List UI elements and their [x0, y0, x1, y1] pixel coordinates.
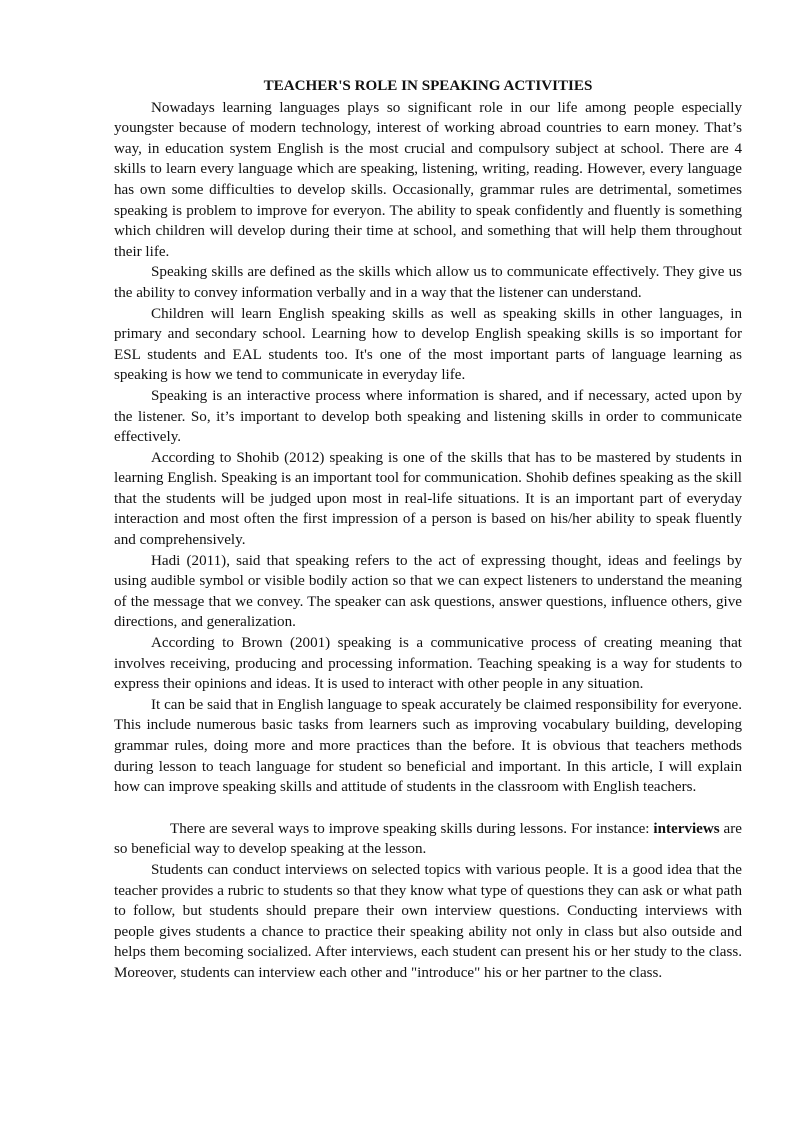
ways-text-before: There are several ways to improve speaking skills during lessons. For instance:	[170, 820, 654, 837]
paragraph-interviews: Students can conduct interviews on selected topics with various people. It is a good idea that the teacher provides a rubric to students so that they know what type of questions they can ask or what path to follow, but students should prepare their own interview questions. Conducting interviews with people gives students a chance to practice their speaking ability not only in class but also outside and helps them becoming socialized. After interviews, each student can present his or her study to the class. Moreover, students can interview each other and "introduce" his or her partner to the class.	[114, 861, 742, 981]
paragraph-hadi: Hadi (2011), said that speaking refers to the act of expressing thought, ideas and feelings by using audible symbol or visible bodily action so that we can expect listeners to understand the meaning of the message that we convey. The speaker can ask questions, answer questions, influence others, give directions, and generalization.	[114, 552, 742, 631]
ways-bold-term: interviews	[653, 820, 720, 837]
document-title: TEACHER'S ROLE IN SPEAKING ACTIVITIES	[263, 78, 593, 94]
paragraph-intro: Nowadays learning languages plays so significant role in our life among people especially youngster because of modern technology, interest of working abroad countries to earn money. That’s way, in education system English is the most crucial and compulsory subject at school. There are 4 skills to learn every language which are speaking, listening, writing, reading. However, every language has own some difficulties to develop skills. Occasionally, grammar rules are detrimental, sometimes speaking is problem to improve for everyon. The ability to speak confidently and fluently is something which children will develop during their time at school, and something that will help them throughout their life.	[114, 99, 742, 260]
ways-text-after: are so beneficial way to develop speaking at the lesson.	[114, 820, 742, 858]
paragraph-brown: According to Brown (2001) speaking is a communicative process of creating meaning that involves receiving, producing and processing information. Teaching speaking is a way for students to express their opinions and ideas. It is used to interact with other people in any situation.	[114, 635, 742, 693]
paragraph-ways	[114, 819, 742, 860]
paragraph-interactive-process: Speaking is an interactive process where information is shared, and if necessary, acted upon by the listener. So, it’s important to develop both speaking and listening skills in order to communicate effectively.	[114, 387, 742, 446]
paragraph-shohib: According to Shohib (2012) speaking is one of the skills that has to be mastered by students in learning English. Speaking is an important tool for communication. Shohib defines speaking as the skill that the students will be judged upon most in real-life situations. It is an important part of everyday interaction and most often the first impression of a person is based on his/her ability to speak fluently and comprehensively.	[114, 449, 742, 549]
paragraph-speaking-definition: Speaking skills are defined as the skills which allow us to communicate effectively. They give us the ability to convey information verbally and in a way that the listener can understand.	[114, 264, 742, 301]
paragraph-children: Children will learn English speaking skills as well as speaking skills in other languages, in primary and secondary school. Learning how to develop English speaking skills is so important for ESL students and EAL students too. It's one of the most important parts of language learning as speaking is how we tend to communicate in everyday life.	[114, 305, 742, 384]
paragraph-conclusion: It can be said that in English language to speak accurately be claimed responsibility for everyone. This include numerous basic tasks from learners such as improving vocabulary building, developing grammar rules, doing more and more practices than the before. It is obvious that teachers methods during lesson to teach language for student so beneficial and important. In this article, I will explain how can improve speaking skills and attitude of students in the classroom with English teachers.	[114, 696, 742, 796]
